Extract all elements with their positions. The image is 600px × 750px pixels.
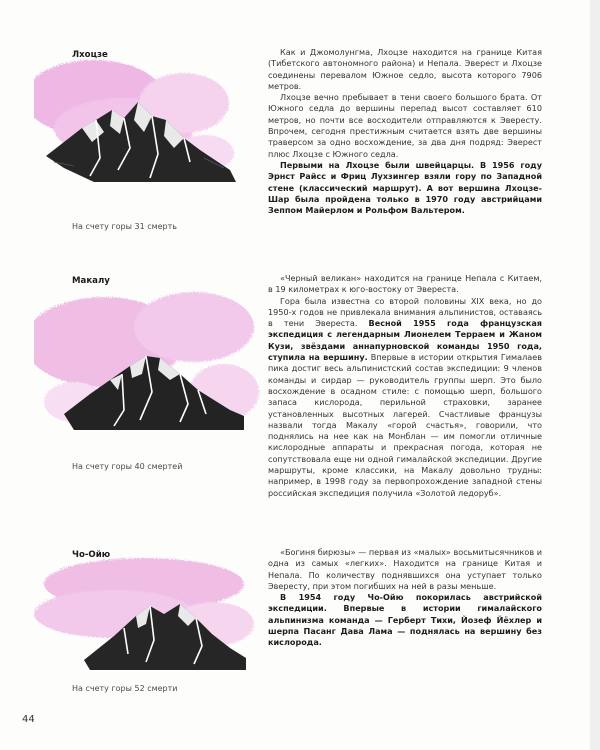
makalu-illustration bbox=[34, 282, 264, 452]
text-makalu bbox=[268, 273, 542, 499]
paragraph-bold: Весной 1955 года французская экспедиция с легендарным Лионелем Терраем и Жаном Кузи, звёздами аннапурновской команды 1950 года, ступила на вершину. bbox=[268, 318, 542, 363]
caption-lhotse: На счету горы 31 смерть bbox=[72, 222, 178, 231]
paragraph-end: Впервые в истории открытия Гималаев пика достиг весь альпинистский состав экспедиции: 9 членов команды и сирдар — руководитель группы шерп. Это было восхождение в осадном стиле: с помощью шерп, большого запаса кислорода, перильной страховки, заранее установленных высотных лагерей. Счастливые французы назвали тогда Макалу «горой счастья», говорили, что поднялись на нее как на Монблан — им помогли отличные кислородные аппараты и прекрасная погода, которая не сопутствовала еще ни одной гималайской экспедиции. Другие маршруты, кроме классики, на Макалу довольно трудны: например, в 1998 году за первопрохождение западной стены российская экспедиция получила «Золотой ледоруб». bbox=[268, 352, 542, 498]
paragraph-bold: В 1954 году Чо-Ойю покорилась австрийской экспедиции. Впервые в истории гималайского альпинизма команда — Герберт Тихи, Йозеф Йёхлер и шерпа Пасанг Дава Лама — поднялась на вершину без кислорода. bbox=[268, 592, 542, 648]
text-cho-oyu bbox=[268, 547, 542, 649]
paragraph-bold: Первыми на Лхоцзе были швейцарцы. В 1956 году Эрнст Райсс и Фриц Лухзингер взяли гору по Западной стене (классический маршрут). А вот вершина Лхоцзе-Шар была пройдена только в 1970 году австрийцами Зеппом Майерлом и Рольфом Вальтером. bbox=[268, 159, 542, 216]
heading-makalu: Макалу bbox=[72, 276, 110, 286]
heading-cho-oyu: Чо-Ойю bbox=[72, 550, 111, 560]
paragraph bbox=[268, 296, 542, 499]
paragraph: «Богиня бирюзы» — первая из «малых» восьмитысячников и одна из самых «легких». Находится на границе Китая и Непала. По количеству поднявшихся она уступает только Эвересту, при этом погибших на ней в разы меньше. bbox=[268, 547, 542, 591]
caption-cho-oyu: На счету горы 52 смерти bbox=[72, 684, 178, 693]
lhotse-illustration bbox=[34, 58, 244, 218]
paragraph-start: Гора была известна со второй половины XIX века, но до 1950-х годов не привлекала внимания альпинистов, оставаясь в тени Эвереста. bbox=[268, 295, 542, 329]
page-number: 44 bbox=[22, 714, 35, 725]
paragraph: Лхоцзе вечно пребывает в тени своего большого брата. От Южного седла до вершины перепад высот составляет 610 метров, но почти все восходители отправляются к Эвересту. Впрочем, сегодня престижным считается взять две вершины траверсом за одно восхождение, за два дня подряд: Эверест плюс Лхоцзе с Южного седла. bbox=[268, 92, 542, 159]
cho-oyu-illustration bbox=[34, 554, 264, 684]
paragraph: Как и Джомолунгма, Лхоцзе находится на границе Китая (Тибетского автономного района) и Непала. Эверест и Лхоцзе соединены перевалом Южное седло, высота которого 7906 метров. bbox=[268, 47, 542, 91]
caption-makalu: На счету горы 40 смертей bbox=[72, 462, 183, 471]
paragraph: «Черный великан» находится на границе Непала с Китаем, в 19 километрах к юго-востоку от Эвереста. bbox=[268, 273, 542, 295]
heading-lhotse: Лхоцзе bbox=[72, 50, 108, 60]
page-edge bbox=[590, 0, 600, 750]
text-lhotse bbox=[268, 47, 542, 216]
